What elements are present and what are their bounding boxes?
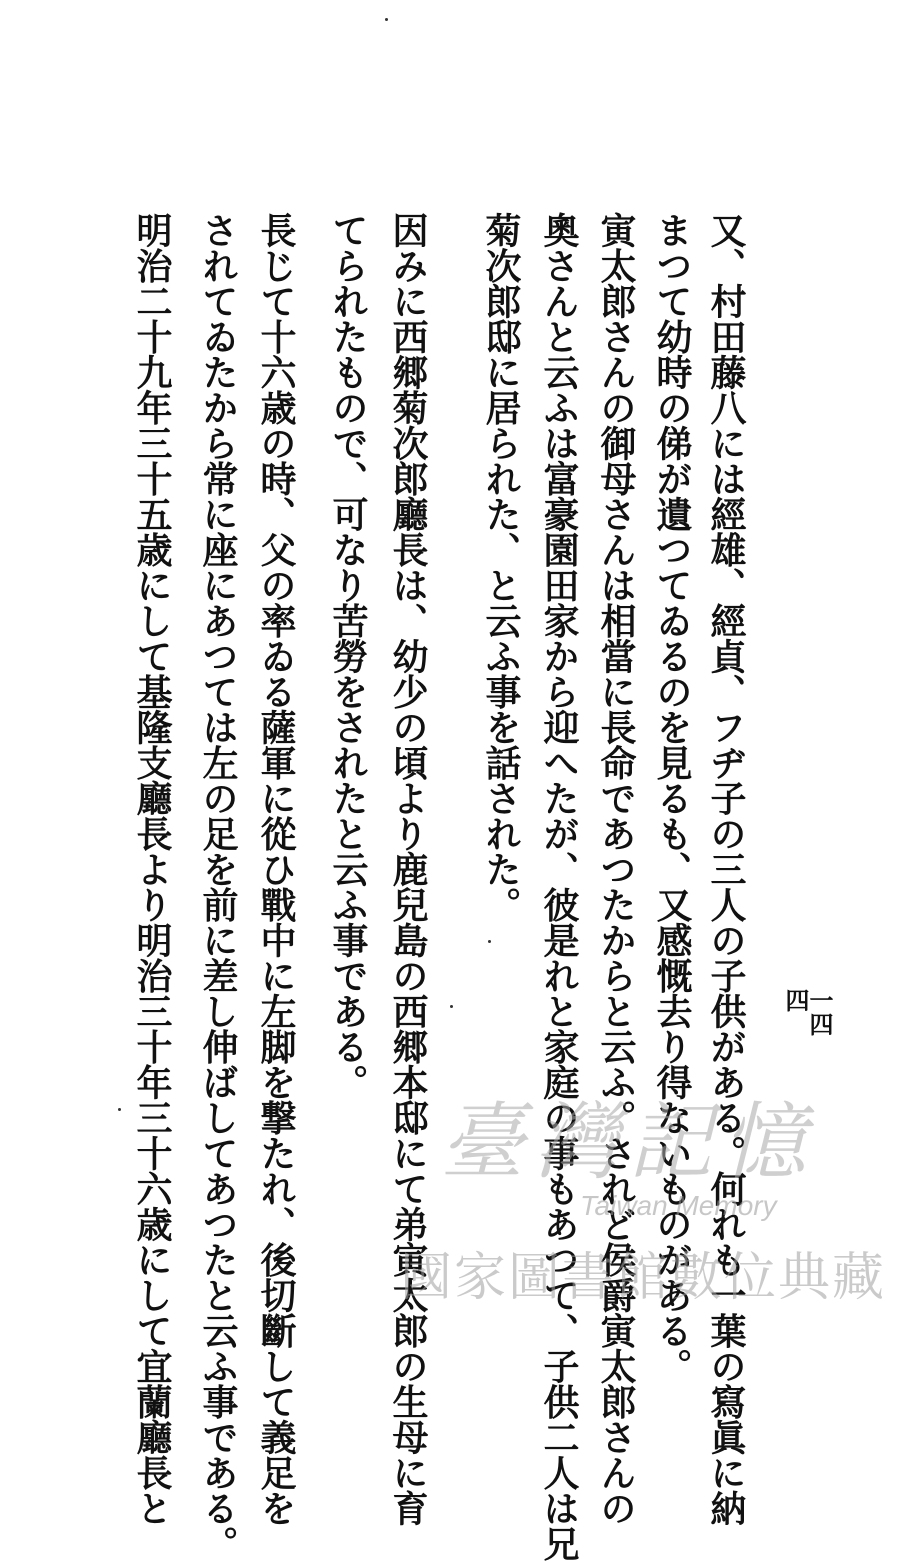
text-column-6: 因みに西郷菊次郎廳長は、幼少の頃より鹿兒島の西郷本邸にて弟寅太郎の生母に育 xyxy=(387,212,429,1526)
page-number: 一四四 xyxy=(781,988,834,1036)
scan-speck xyxy=(488,940,491,943)
text-column-7: てられたもので、可なり苦勞をされたと云ふ事である。 xyxy=(327,212,369,1100)
scan-speck xyxy=(450,1005,453,1008)
text-column-8: 長じて十六歳の時、父の率ゐる薩軍に從ひ戰中に左脚を撃たれ、後切斷して義足を xyxy=(255,212,297,1526)
watermark-title: 臺灣記憶 xyxy=(440,1093,817,1191)
text-column-9: されてゐたから常に座にあつては左の足を前に差し伸ばしてあつたと云ふ事である。 xyxy=(197,212,239,1561)
text-column-5: 菊次郎邸に居られた、と云ふ事を話された。 xyxy=(480,212,522,922)
text-column-2: まつて幼時の俤が遺つてゐるのを見るも、又感慨去り得ないものがある。 xyxy=(651,212,693,1384)
watermark-english: Taiwan Memory xyxy=(580,1190,777,1221)
watermark-subtitle: 國家圖書館數位典藏 xyxy=(400,1248,887,1308)
scan-speck xyxy=(385,18,388,21)
text-column-1: 又、村田藤八には經雄、經貞、フヂ子の三人の子供がある。何れも一葉の寫眞に納 xyxy=(705,212,747,1526)
text-column-4: 奧さんと云ふは富豪園田家から迎へたが、彼是れと家庭の事もあつて、子供二人は兄 xyxy=(538,212,580,1561)
scan-speck xyxy=(118,1108,121,1111)
text-column-3: 寅太郎さんの御母さんは相當に長命であつたからと云ふ。されど侯爵寅太郎さんの xyxy=(595,212,637,1526)
text-column-10: 明治二十九年三十五歳にして基隆支廳長より明治三十年三十六歳にして宜蘭廳長と xyxy=(131,212,173,1526)
